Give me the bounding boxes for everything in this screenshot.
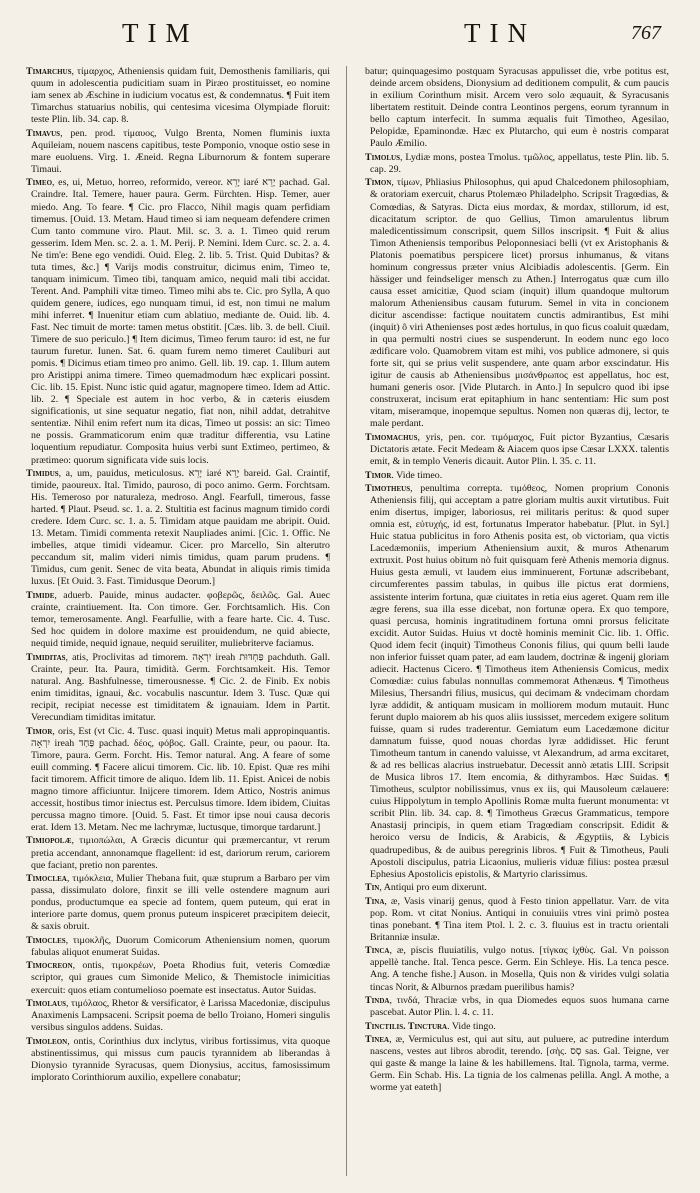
entry-headword: Timoclea [26, 873, 67, 885]
entry-headword: Tin [365, 882, 380, 894]
dictionary-entry [365, 1021, 669, 1033]
dictionary-entry [26, 835, 330, 871]
entry-headword: Timiditas [26, 651, 66, 663]
dictionary-entry [26, 960, 330, 996]
dictionary-entry [26, 128, 330, 176]
dictionary-entry [26, 177, 330, 466]
entry-text: , æ, piscis fluuiatilis, vulgo notus. [τίγκας ἰχθὺς. Gal. Vn poisson appellè tanche. Ital. Tenca pesce. Germ. Ein Schleye. His. La tenca pesce. Ang. A tenche fishe.] Auson. in Mosella, Quis non & virides vulgi solatia tincas Norit, & Alburnos prædam puerilibus hamis? [370, 945, 669, 993]
dictionary-entry [26, 726, 330, 834]
dictionary-entry [26, 66, 330, 126]
left-column [26, 66, 330, 1176]
entry-headword: Timor [26, 725, 53, 737]
entry-text: , τίμαρχος, Atheniensis quidam fuit, Demosthenis familiaris, qui quum in adolescentia pudicitiam suam in Piræo prostituisset, eo nomine iam senex ab Æschine in iudicium vocatus est, & condemnatus. ¶ Fuit item Timarchus statuarius nobilis, qui centesima vicesima Olympiade floruit: teste Plin. lib. 34. cap. 8. [31, 66, 330, 126]
entry-headword: Timide [26, 590, 55, 602]
entry-headword: Tinctilis. Tinctura [365, 1020, 448, 1032]
dictionary-entry [365, 152, 669, 176]
entry-headword: Timarchus [26, 66, 72, 77]
dictionary-entry [26, 468, 330, 588]
entry-text: , Antiqui pro eum dixerunt. [379, 882, 487, 894]
dictionary-entry [365, 1034, 669, 1094]
entry-headword: Timocreon [26, 960, 73, 972]
dictionary-entry [365, 177, 669, 430]
entry-headword: Tinca [365, 945, 390, 957]
entry-headword: Timor [365, 469, 392, 481]
entry-text: , yris, pen. cor. τιμόμαχος, Fuit pictor Byzantius, Cæsaris Dictatoris ætate. Fecit Medeam & Aiacem quos ipse Cæsar LXXX. talentis emit, & in templo Veneris dicauit. Autor Plin. l. 35. c. 11. [370, 431, 669, 467]
entry-headword: Timotheus [365, 483, 411, 495]
entry-headword: Tina [365, 895, 385, 907]
dictionary-entry [26, 652, 330, 724]
entry-text: , Lydiæ mons, postea Tmolus. τμῶλος, appellatus, teste Plin. lib. 5. cap. 29. [370, 151, 669, 175]
entry-text: , τιμοκλῆς, Duorum Comicorum Atheniensium nomen, quorum fabulas aliquot enumerat Suidas. [31, 934, 330, 958]
entry-headword: Timidus [26, 468, 59, 480]
entry-text: , es, ui, Metuo, horreo, reformido, vereor. יָרֵא iaré יָרֵא pachad. Gal. Craindre. Ital. Temere, hauer paura. Germ. Fürchten. Hisp. Temer, auer miedo. Ang. To feare. ¶ Cic. pro Flacco, Nihil magis quam perfidiam timemus. [Ouid. 13. Metam. Haud timeo si iam nequeam defendere crimen Cum tanto commune viro. Plaut. Mil. sc. 3. a. 1. Timeo quid rerum gesserim. Idem Men. sc. 2. a. 1. M. Perij. P. Nemini. Idem Curc. sc. 2. a. 4. Ne tim'e: Bene ego vendidi. Ouid. Eleg. 2. lib. 5. Trist. Quid Dubitas? & tuta times, &c.] ¶ Varijs modis construitur, dicimus enim, Timeo te, tanquam inimicum. Timeo tibi, tanquam amico, nequid mali tibi accidat. Terent. And. Pamphili vitæ timeo. Timeo mihi abs te. Cic. pro Sylla, A quo quidem genere, iudices, ego nunquam timui, id est, non timui ne malum mihi inferret. ¶ Inuenitur etiam cum ablatiuo, mediante de. Ouid. lib. 4. Fast. Nec timuit de morte: tamen metus obstitit. [Cæs. lib. 3. de bell. Ciuil. Timere de suo periculo.] ¶ Item dicimus, Timeo ferum tauro: id est, ne fur taurum furetur. Iunen. Sat. 6. quam furem nemo timeret Cauliburi aut pomis. ¶ Dicimus etiam timeo pro animo. Gell. lib. 19. cap. 1. Illum autem pro Aristippi anima timere. Timeo quemadmodum hæc explicari possint. Cic. lib. 15. Epist. Nunc istic quid agatur, magnopere timeo. Idem ad Attic. lib. 2. ¶ Speciale est autem in hoc verbo, & in cæteris eiusdem significationis, ut sine sequatur negatio, fiat non, nihil addat, detrahitve sententiæ. Nihil enim refert num ita dicas, Timeo ut possis: an sic: Timeo ne possis. Grammaticorum enim quæ traditur differentia, vsu Latine loquentium repudiatur. Composita huius verbi sunt Extimeo, pertimeo, & prætimeo: quorum significata vide suis locis. [31, 177, 330, 466]
dictionary-entry [365, 896, 669, 944]
entry-text: batur; quinquagesimo postquam Syracusas appulisset die, vrbe potitus est, deinde arcem obsidens, Dionysium ad deditionem compulit, & cum paucis in exilium Corinthum misit. Arcem vero solo æquauit, & Syracusanis libertatem restituit. Deinde contra Leontinos pergens, eorum tyrannum in bello captum interfecit. In summa æqualis fuit Timotheo, Agesilao, Pelopidæ, Epaminondæ. Hæc ex Plutarcho, qui eum è nostris comparat Paulo Æmilio. [365, 66, 669, 150]
entry-headword: Timon [365, 177, 392, 189]
entry-text: , aduerb. Pauide, minus audacter. φοβερῶς, δειλῶς. Gal. Auec crainte, craintiuement. Ita. Con timore. Ger. Forchtsamlich. His. Con temor, temerosamente. Angl. Fearfullie, with a feare harte. Cic. 4. Tusc. Sed hoc quidem in dolore maxime est prouidendum, ne quid abiecte, nequid timide, nequid ignaue, nequid seruiliter, muliebriterve faciamus. [31, 590, 330, 650]
entry-text: , τινδά, Thraciæ vrbs, in qua Diomedes equos suos humana carne pascebat. Autor Plin. l. 4. c. 11. [370, 995, 669, 1019]
header-left-word: TIM [122, 18, 199, 48]
dictionary-entry [365, 432, 669, 468]
entry-headword: Timolus [365, 151, 400, 163]
entry-text: , ontis, Corinthius dux inclytus, viribus fortissimus, vita quoque abstinentissimus, qui missus cum paucis tyrannidem ab liberandas à Dionysio tyrannide Syracusas, quem Dionysius, accitus, famosissimum implorato Corinthiorum auxilio, expellere conabatur; [31, 1035, 330, 1083]
entry-headword: Timocles [26, 934, 66, 946]
entry-text: , oris, Est (vt Cic. 4. Tusc. quasi inquit) Metus mali appropinquantis. יִרְאָה ireah פַּחַד pachad. δέος, φόβος. Gall. Crainte, peur, ou paour. Ita. Timore, paura. Germ. Forcht. His. Temor natural. Ang. A feare of some euill comming. ¶ Facere alicui timorem. Cic. lib. 10. Epist. Quæ res mihi facit timorem. Afficit timore de aliquo. Idem lib. 11. Epist. Anicei de nobis magno timore afficiuntur. Inijcere timorem. Idem Attico, Nostris animus accessit, hostibus timor iniectus est. Perculsus timore. Idem ibidem, Ciuitas percussa magno timore. [Ouid. 5. Fast. Et timor ipse noui causa decoris erat. Idem 13. Metam. Nec me lachrymæ, luctusque, timorque tardarunt.] [31, 725, 330, 833]
right-column [365, 66, 669, 1176]
entry-text: , τιμόλαος, Rhetor & versificator, è Larissa Macedoniæ, discipulus Anaximenis Lampsaceni. Scripsit poema de bello Troiano, Homeri singulis versibus singulos addens. Suidas. [31, 998, 330, 1034]
entry-text: , τιμιοπώλαι, A Græcis dicuntur qui præmercantur, vt rerum pretia accendant, annonamque flagellent: id est, dariorum rerum, cariorem que faciant, pretio non parentes. [31, 835, 330, 871]
dictionary-entry [365, 470, 669, 482]
dictionary-entry [26, 873, 330, 933]
column-divider [346, 66, 347, 1176]
entry-text: , pen. prod. τίμαυος, Vulgo Brenta, Nomen fluminis iuxta Aquileiam, nouem nascens capitibus, teste Pomponio, vnoque ostio sese in mare euoluens. Virg. 1. Æneid. Regna Liburnorum & fontem superare Timaui. [31, 127, 330, 175]
dictionary-entry [365, 995, 669, 1019]
dictionary-entry [365, 66, 669, 150]
two-column-body [26, 66, 680, 1176]
entry-text: , atis, Proclivitas ad timorem. יִרְאָה ireah פַּחְדּוּת pachduth. Gall. Crainte, peur. Ita. Paura, timidità. Germ. Forchtsamkeit. His. Temor natural. Ang. Bashfulnesse, timerousnesse. ¶ Cic. 2. de Finib. Ex nobis enim timiditas, ignaui, &c. vocabulis nascuntur. Idem 3. Tusc. Quæ qui recipit, recipiat necesse est timiditatem & ignauiam. Idem in Partit. Verecundiam timiditas imitatur. [31, 651, 330, 723]
dictionary-entry [26, 935, 330, 959]
entry-text: , penultima correpta. τιμόθεος, Nomen proprium Cononis Atheniensis filij, qui acceptam a patre gloriam multis auxit virtutibus. Fuit enim disertus, impiger, laboriosus, rei militaris peritus: & quod super omnia est, εὐτυχής, id est, fortunatus Imperator habebatur. [Plut. in Syl.] Huic statua publicitus in foro Athenis posita est, ob victoriam, qua victis Lacedæmoniis, imperium Atheniensium auxit, & muros Athenarum extruxit. Post huius obitum nò fuit quisquam ferè Athenis memoria dignus. Huius gesta æmuli, vt laudem eius imminuerent, Fortunæ adscribebant, circumferentes passim tabulas, in quibus ille pictus erat dormiens, assistente interim fortuna, quæ ciuitates in retia eius ageret. Quam rem ille ægre ferens, sua illa esse dicebat, non fortunæ opera. Ex quo tempore, quasi percusa, hominis ingratitudinem fortuna omni prorsus felicitate excidit. Autor Suidas. Huius vt doctè hominis meminit Cic. lib. 1. Offic. Quod idem fecit (inquit) Timotheus Cononis filius, qui quum belli laude non inferior fuisset quam pater, ad eam laudem, doctrinæ & ingenij gloriam adiecit. Hactenus Cicero. ¶ Timotheus item Atheniensis Comicus, medix Comœdiæ: cuius fabulas nonnullas commemorat Athenæus. ¶ Timotheus Milesius, Thersandri filius, musicus, qui decimam & vndecimam chordam lyræ addidit, & antiquam musicam in molliorem modum mutauit. Hunc ferunt duplo maiorem ab his quos aliis iussisset, mercedem exigere solitum fuisse, quam si rudes traderentur. Gemiatum eum Lacedæmone dicitur damnatum fuisse, quod nouas chordas lyræ addidisset. Hic ferunt Timotheum tantum in canendo valuisse, vt Alexandrum, ad arma excitaret, & ad res bellicas alacrius instruebatur. Decessit annò ætatis LIII. Scripsit de Musica libros 17. Item encomia, & dithyrambos. Hæc Suidas. ¶ Timotheus, sculptor nobilissimus, vnus ex iis, qui Mausoleum cælauere: cuius Hippolytum in templo Apollinis Romæ multa fuerunt monumenta: vt scribit Plin. lib. 34. cap. 8. ¶ Timotheus Græcus Grammaticus, tempore Anastasij principis, in quem etiam Tragœdiam conscripsit. Edidit & heroico versu de Indicis, & Arabicis, & Ægyptiis, & Lybicis quadrupedibus, & de auibus peregrinis libros. ¶ Fuit & Timotheus, Pauli Apostoli discipulus, patria Licaonius, mulieris viduæ filius: postea præsul Ephesius Apostolicis epistolis, & Martyrio clarissimus. [370, 483, 669, 880]
entry-text: , τίμων, Phliasius Philosophus, qui apud Chalcedonem philosophiam, & oratoriam exercuit, charus Ptolemæo Philadelpho. Scripsit Tragœdias, & Comœdias, & Satyras. Dicta eius mordax, & mordax, stillorum, id est, dicacitatum scriptor. de quo Gellius, Timon amarulentus librum maledicentissimum conscripsit, quem Sillos inscripsit. ¶ Fuit & alius Timon Atheniensis temporibus Peloponnesiaci belli (vt ex Aristophanis & Platonis poematibus perspicere licet) prorsus inhumanus, & vitans hominum congressus præter vnius Alcibiadis adolescentis. [Germ. Ein hässiger und feindseliger mensch zu Athen.] Interrogatus quæ cum illo causa esset amicitiæ, Quod sciam (inquit) illum quandoque multorum malorum Atheniensibus causam futurum. Semel in vita in concionem dicitur ascendisse: factique nouitatem cunctis admirantibus, Est mihi (inquit) ô viri Athenienses post ædes hortulus, in quo ficus coaluit quædam, in qua permulti nostri ciues se suspenderunt. In eodem nunc ego loco ædificare volo. Quamobrem vitam est mihi, vos publice admonere, si quis forte sit, qui se prius velit suspendere, ante quam arbor exscindatur. His igitur de causis ab Atheniensibus μισάνθρωπος est appellatus, hoc est, humani generis osor. [Vide Plutarch. in Anto.] In sepulcro quod ibi ipse construxerat, incisum erat epitaphium in hanc sententiam: Hic sum post vitam, miseramque, inopemque sepultus. Nomen non quæras dij, lector, te male perdant. [370, 177, 669, 430]
entry-text: , æ, Vasis vinarij genus, quod à Festo tinion appellatur. Varr. de vita pop. Rom. vt citat Nonius. Antiqui in conuiuiis vtres vini primò postea tinas ponebant. ¶ Tina item Ptol. l. 2. c. 3. fluuius est in tractu orientali Britanniæ insulæ. [370, 895, 669, 943]
dictionary-entry [26, 590, 330, 650]
dictionary-entry [365, 945, 669, 993]
entry-headword: Timolaus [26, 998, 67, 1010]
entry-text: , æ, Vermiculus est, qui aut situ, aut puluere, ac putredine interdum nascens, vestes aut libros abrodit, terendo. [σὴς. סָס sas. Gal. Teigne, ver qui gaste & mange la laine & les habillemens. Ital. Tignola, tarma, verme. Germ. Ein Schab. His. La tignia de los calmenas pelilla. Angl. A mothe, a worme yat eateth] [370, 1034, 669, 1094]
running-header [0, 14, 700, 54]
entry-text: . Vide timeo. [391, 469, 443, 481]
dictionary-entry [365, 882, 669, 894]
dictionary-entry [26, 998, 330, 1034]
entry-text: , a, um, pauidus, meticulosus. יָרֵא iaré יָרֵא bareid. Gal. Craintif, timide, paoureux. Ital. Timido, pauroso, di poco animo. Germ. Forchtsam. His. Temeroso por naturaleza, medroso. Angl. Fearfull, timerous, fasse harted. ¶ Plaut. Pseud. sc. 1. a. 2. Stultitia est facinus magnum timido cordi credere. Idem Curc. sc. 1. a. 5. Timidam atque pauidam me abripit. Ouid. 13. Metam. Timidi commenta retexit Naupliades animi. [Cic. 1. Offic. Ne imbelles, atque timidi videamur. Cicer. pro Marcello, Sin alterutro peccandum sit, malim videri nimis timidus, quam parum prudens. ¶ Timidus, cum genit. Senec de vita beata, Abundat in aliquis rimis timida luxus. [Et Ouid. 3. Fast. Timidusque Deorum.] [31, 468, 330, 588]
page-number: 767 [631, 22, 661, 44]
entry-headword: Timavus [26, 127, 61, 139]
entry-headword: Timiopolæ [26, 835, 72, 847]
dictionary-entry [26, 1036, 330, 1084]
entry-headword: Timeo [26, 177, 53, 189]
header-right-word: TIN [464, 18, 536, 48]
entry-headword: Tinea [365, 1034, 390, 1046]
entry-headword: Timomachus [365, 431, 418, 443]
entry-text: . Vide tingo. [447, 1020, 496, 1032]
entry-text: , ontis, τιμοκρέων, Poeta Rhodius fuit, veteris Comœdiæ scriptor, qui graues cum Simonide Melico, & Themistocle inimicitias exercuit: quos etiam contumelioso poemate est insectatus. Autor Suidas. [31, 960, 330, 996]
dictionary-entry [365, 483, 669, 881]
entry-headword: Timoleon [26, 1035, 68, 1047]
entry-headword: Tinda [365, 995, 390, 1007]
entry-text: , τιμόκλεια, Mulier Thebana fuit, quæ stuprum a Barbaro per vim passa, dissimulato dolore, finxit se illi velle ostendere magnum auri pondus, productumque ea specie ad fontem, quem puteum, qui erat in interiore parte domus, quem pronus puteum inspiceret præcipitem deiecit, & saxis obruit. [31, 873, 330, 933]
